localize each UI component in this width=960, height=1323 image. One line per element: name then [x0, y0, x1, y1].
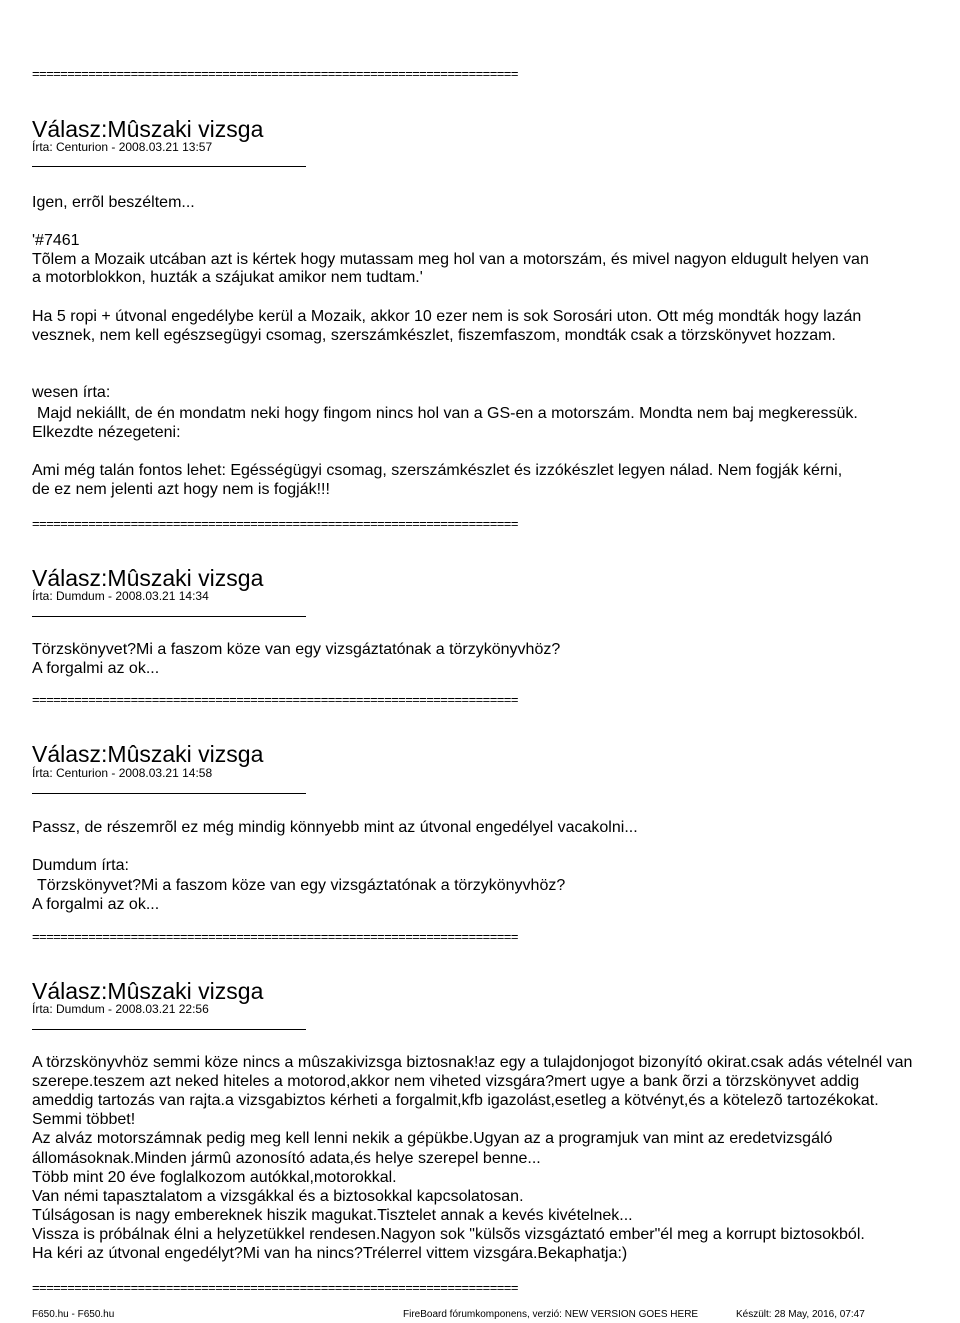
post-meta: Írta: Dumdum - 2008.03.21 14:34 — [32, 589, 209, 603]
post-separator: ===================================================================== — [32, 66, 518, 81]
post-title: Válasz:Mûszaki vizsga — [32, 565, 264, 591]
post-text: vesznek, nem kell egészsegügyi csomag, szerszámkészlet, fiszemfaszom, mondták csak a törzskönyvet hozzam. — [32, 327, 836, 344]
post-text: a motorblokkon, huzták a szájukat amikor nem tudtam.' — [32, 269, 423, 286]
post-text: Ami még talán fontos lehet: Egésségügyi csomag, szerszámkészlet és izzókészlet legyen nálad. Nem fogják kérni, — [32, 462, 843, 479]
footer-site: F650.hu - F650.hu — [32, 1309, 115, 1320]
post-text: Van némi tapasztalatom a vizsgákkal és a biztosokkal kapcsolatosan. — [32, 1188, 524, 1205]
post-meta: Írta: Centurion - 2008.03.21 13:57 — [32, 140, 213, 154]
post-separator: ===================================================================== — [32, 929, 518, 944]
quote-text: Törzskönyvet?Mi a faszom köze van egy vizsgáztatónak a törzykönyvhöz? — [37, 877, 566, 894]
post-text: A forgalmi az ok... — [32, 896, 160, 913]
post-text: ameddig tartozás van rajta.a vizsgabiztos kérheti a forgalmit,kfb igazolást,esetleg a kötvényt,és a kötelezõ tartozékokat. — [32, 1092, 879, 1109]
post-title: Válasz:Mûszaki vizsga — [32, 741, 264, 767]
post-separator: ===================================================================== — [32, 1280, 518, 1295]
post-text: Semmi többet! — [32, 1111, 136, 1128]
post-separator: ===================================================================== — [32, 516, 518, 531]
post-text: Elkezdte nézegeteni: — [32, 424, 181, 441]
post-text: Törzskönyvet?Mi a faszom köze van egy vizsgáztatónak a törzykönyvhöz? — [32, 641, 561, 658]
post-title: Válasz:Mûszaki vizsga — [32, 978, 264, 1004]
footer-generated: Készült: 28 May, 2016, 07:47 — [736, 1309, 865, 1320]
post-text: A forgalmi az ok... — [32, 660, 160, 677]
quote-author: wesen írta: — [32, 384, 111, 401]
post-divider — [32, 793, 306, 794]
post-separator: ===================================================================== — [32, 692, 518, 707]
post-text: Ha 5 ropi + útvonal engedélybe kerül a Mozaik, akkor 10 ezer nem is sok Sorosári uton. Ott még mondták hogy lazán — [32, 308, 862, 325]
post-text: Több mint 20 éve foglalkozom autókkal,motorokkal. — [32, 1169, 397, 1186]
post-text: de ez nem jelenti azt hogy nem is fogják!!! — [32, 481, 330, 498]
post-text: szerepe.teszem azt neked hiteles a motorod,akkor nem viheted vizsgára?mert ugye a bank õrzi a törzskönyvet addig — [32, 1073, 860, 1090]
post-meta: Írta: Centurion - 2008.03.21 14:58 — [32, 766, 213, 780]
post-divider — [32, 1029, 306, 1030]
post-text: Túlságosan is nagy embereknek hiszik magukat.Tisztelet annak a kevés kivételnek... — [32, 1207, 633, 1224]
post-text: Ha kéri az útvonal engedélyt?Mi van ha nincs?Trélerrel vittem vizsgára.Bekaphatja:) — [32, 1245, 628, 1262]
post-text: Tõlem a Mozaik utcában azt is kértek hogy mutassam meg hol van a motorszám, és mivel nagyon eldugult helyen van — [32, 251, 869, 268]
footer-component: FireBoard fórumkomponens, verzió: NEW VERSION GOES HERE — [403, 1309, 699, 1320]
post-title: Válasz:Mûszaki vizsga — [32, 116, 264, 142]
post-text: Az alváz motorszámnak pedig meg kell lenni nekik a gépükbe.Ugyan az a programjuk van mint az eredetvizsgáló — [32, 1130, 833, 1147]
quote-author: Dumdum írta: — [32, 857, 129, 874]
post-text: Passz, de részemrõl ez még mindig könnyebb mint az útvonal engedélyel vacakolni... — [32, 819, 638, 836]
post-meta: Írta: Dumdum - 2008.03.21 22:56 — [32, 1002, 209, 1016]
post-text: állomásoknak.Minden jármû azonosító adata,és helye szerepel benne... — [32, 1150, 541, 1167]
quote-text: Majd nekiállt, de én mondatm neki hogy fingom nincs hol van a GS-en a motorszám. Mondta nem baj megkeressük. — [37, 405, 858, 422]
post-divider — [32, 166, 306, 167]
post-divider — [32, 616, 306, 617]
post-text: Vissza is próbálnak élni a helyzetükkel rendesen.Nagyon sok "külsõs vizsgáztató ember"él meg a korrupt biztosokból. — [32, 1226, 865, 1243]
post-text: A törzskönyvhöz semmi köze nincs a mûszakivizsga biztosnak!az egy a tulajdonjogot bizonyító okirat.csak adás vételnél van — [32, 1054, 913, 1071]
post-text: Igen, errõl beszéltem... — [32, 194, 195, 211]
post-text: '#7461 — [32, 232, 80, 249]
